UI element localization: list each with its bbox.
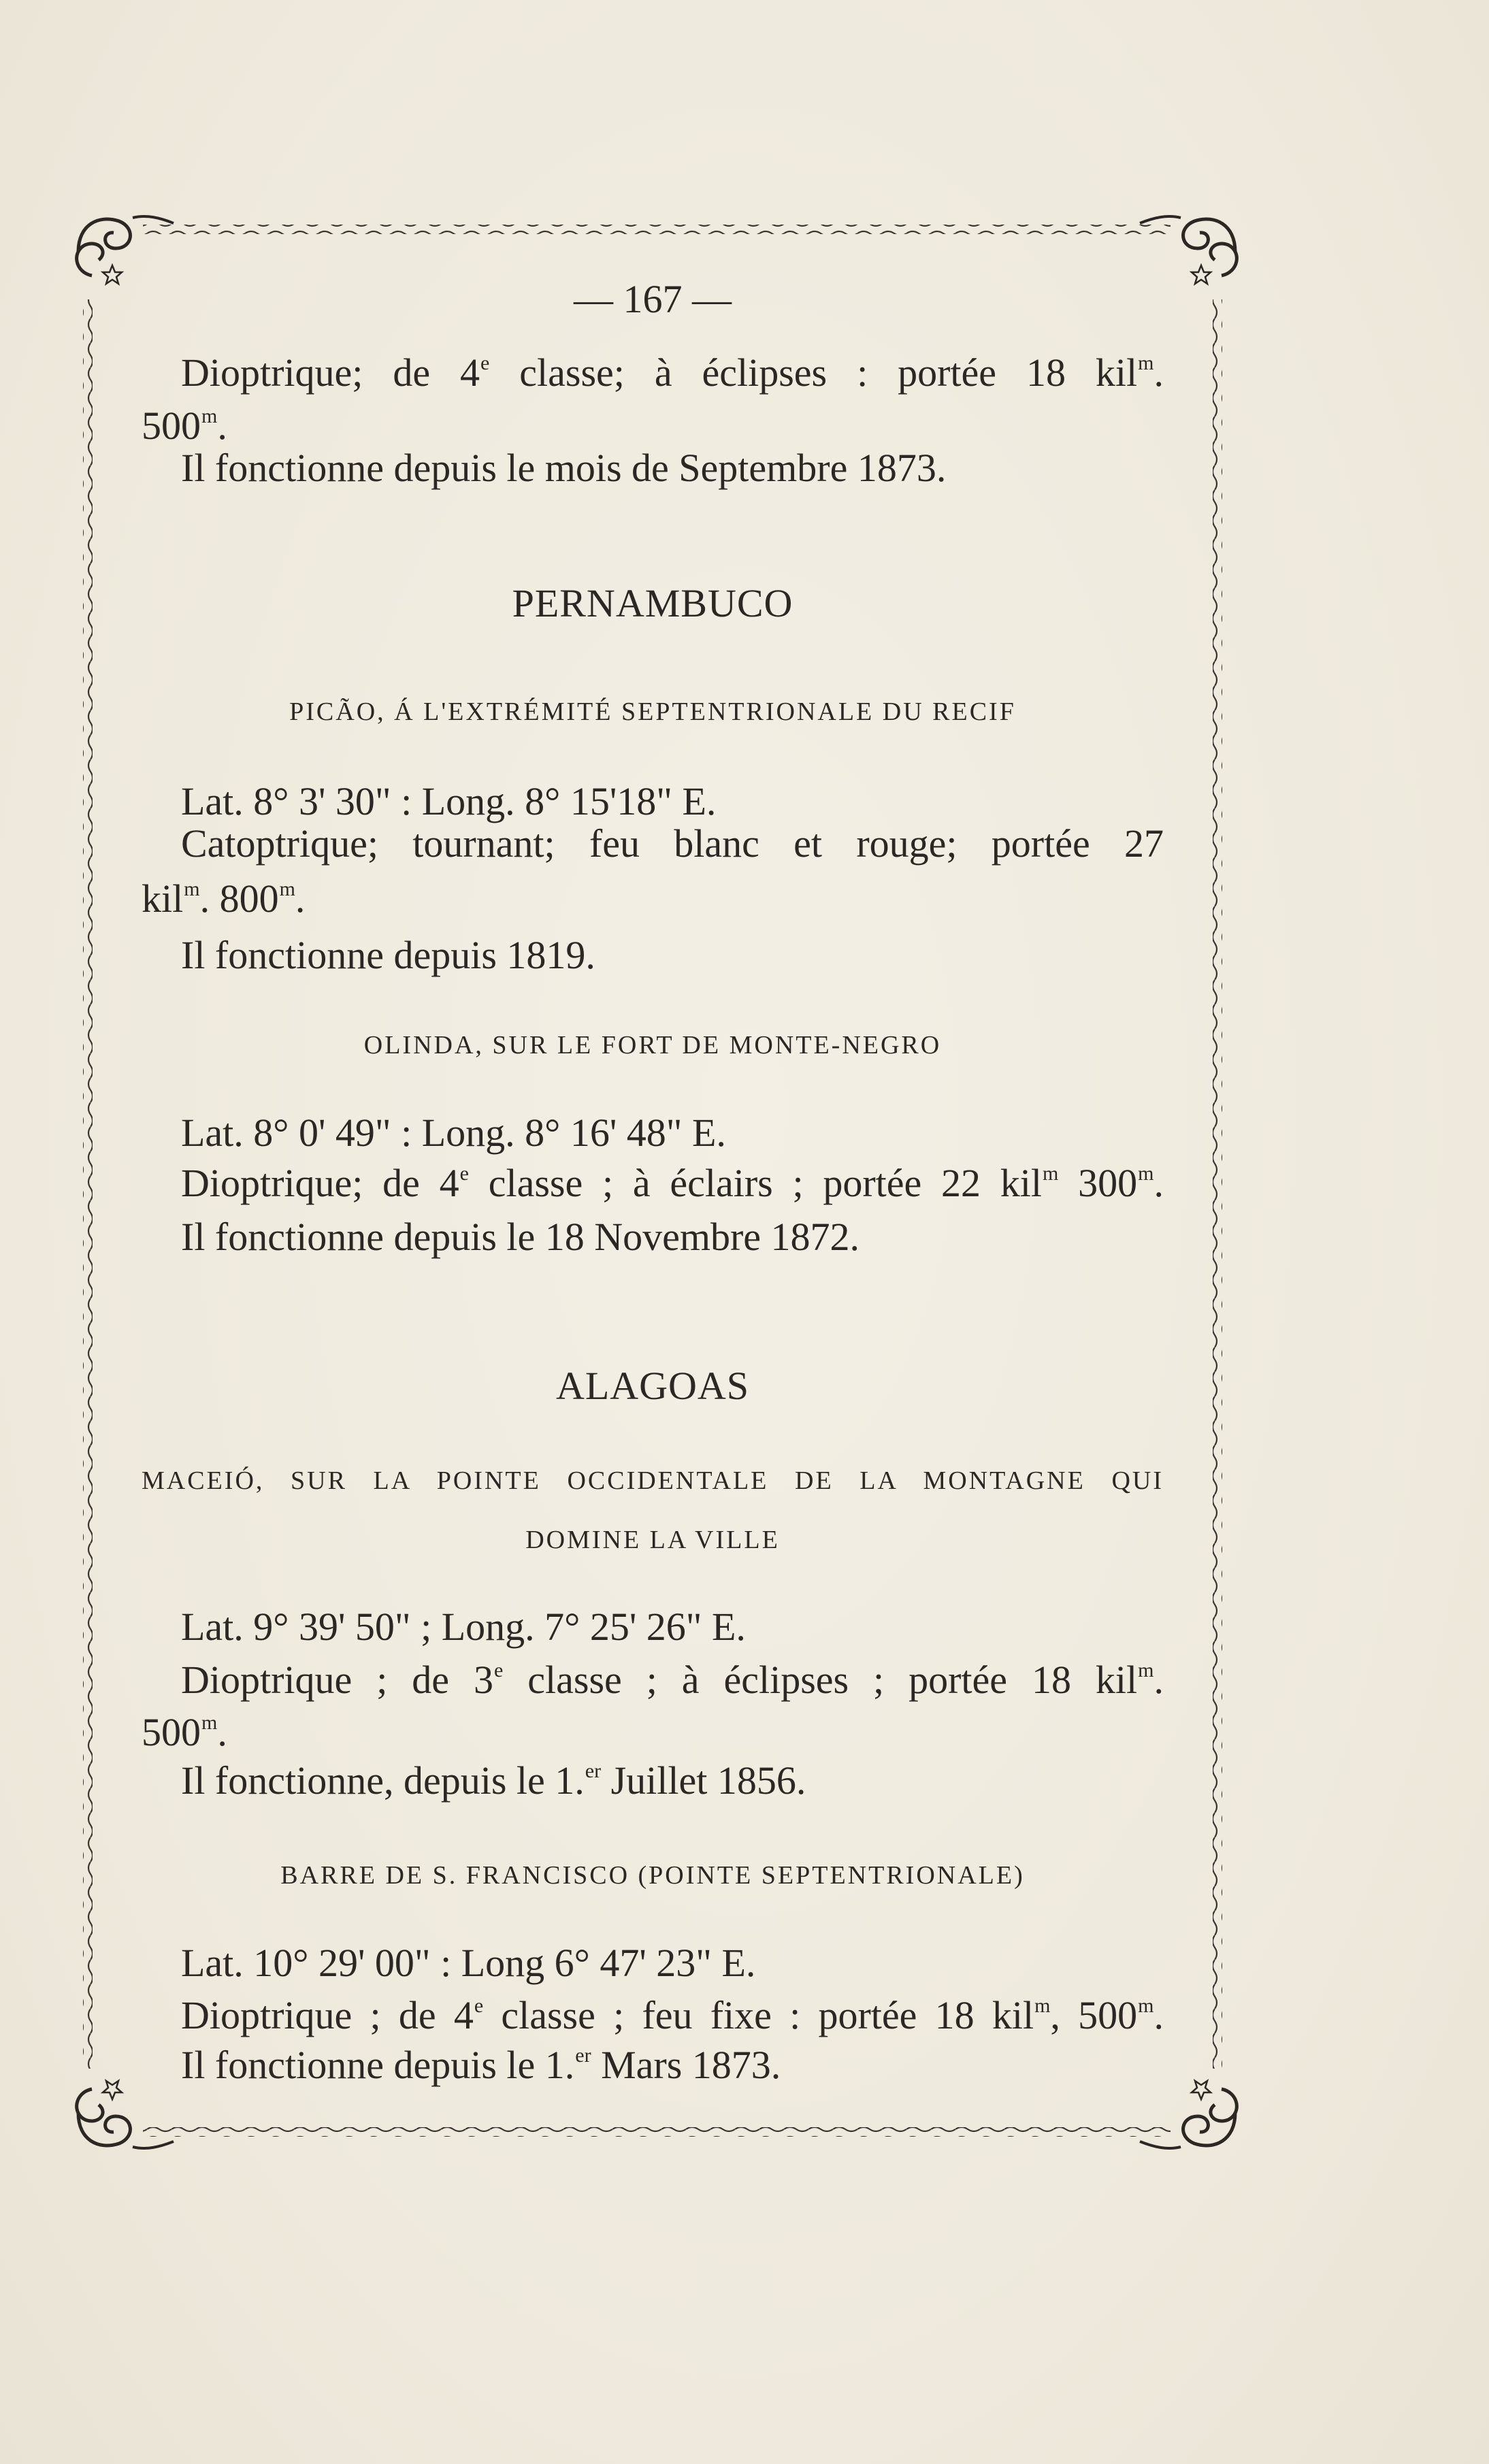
text-line — [181, 778, 716, 825]
superscript: e — [494, 1659, 504, 1681]
text-run: Lat. 8° 0' 49" : Long. 8° 16' 48" E. — [181, 1111, 726, 1155]
text-run: Dioptrique; de 4 — [181, 1161, 459, 1205]
superscript: m — [184, 878, 200, 900]
text-line — [181, 1109, 726, 1157]
text-run: Dioptrique ; de 4 — [181, 1993, 474, 2037]
border-bottom — [143, 2127, 1171, 2137]
location-heading — [142, 688, 1164, 736]
text-run: PICÃO, Á L'EXTRÉMITÉ SEPTENTRIONALE DU RECIF — [289, 697, 1016, 726]
text-line — [181, 2041, 781, 2089]
text-line — [181, 444, 946, 492]
text-run: Lat. 9° 39' 50" ; Long. 7° 25' 26" E. — [181, 1605, 746, 1649]
text-run: . — [295, 876, 306, 921]
text-run: Il fonctionne depuis le 1. — [181, 2043, 575, 2087]
text-run: Lat. 8° 3' 30" : Long. 8° 15'18" E. — [181, 779, 717, 823]
text-run: classe; à éclipses : portée 18 kil — [489, 350, 1138, 395]
superscript: m — [1138, 352, 1154, 374]
border-right — [1213, 299, 1222, 2069]
text-run: Il fonctionne depuis le 18 Novembre 1872. — [181, 1215, 860, 1259]
text-run: — 167 — — [574, 277, 732, 321]
section-heading — [142, 580, 1164, 627]
text-run: Juillet 1856. — [601, 1758, 806, 1803]
text-run: BARRE DE S. FRANCISCO (POINTE SEPTENTRIONALE) — [280, 1861, 1025, 1890]
text-line — [142, 1709, 227, 1756]
text-line — [142, 402, 227, 450]
text-run: . — [1153, 1993, 1164, 2037]
superscript: e — [459, 1162, 469, 1185]
text-line — [181, 932, 595, 979]
text-line — [181, 1603, 746, 1651]
text-run: Mars 1873. — [591, 2043, 781, 2087]
text-run: classe ; à éclairs ; portée 22 kil — [469, 1161, 1043, 1205]
text-run: 500 — [142, 1710, 201, 1754]
text-run: . — [217, 1710, 227, 1754]
text-line — [181, 820, 1164, 868]
text-run: 500 — [142, 404, 201, 448]
superscript: m — [1138, 1659, 1154, 1681]
text-run: MACEIÓ, SUR LA POINTE OCCIDENTALE DE LA MONTAGNE QUI — [142, 1466, 1164, 1495]
text-run: 300 — [1058, 1161, 1138, 1205]
text-run: OLINDA, SUR LE FORT DE MONTE-NEGRO — [363, 1031, 942, 1059]
superscript: m — [279, 878, 295, 900]
text-run: Catoptrique; tournant; feu blanc et rouge; portée 27 — [181, 821, 1164, 866]
text-run: Il fonctionne, depuis le 1. — [181, 1758, 585, 1803]
text-run: . — [1153, 1161, 1164, 1205]
text-line — [181, 1160, 1164, 1207]
section-heading — [142, 1362, 1164, 1410]
page-number — [142, 276, 1164, 323]
text-run: DOMINE LA VILLE — [525, 1526, 780, 1554]
text-run: Dioptrique; de 4 — [181, 350, 480, 395]
text-run: . — [1153, 350, 1164, 395]
text-line — [181, 1213, 860, 1261]
location-heading — [142, 1457, 1164, 1505]
text-run: Il fonctionne depuis le mois de Septembre 1873. — [181, 446, 947, 490]
border-top — [143, 225, 1171, 234]
superscript: e — [474, 1994, 484, 2017]
text-run: Il fonctionne depuis 1819. — [181, 933, 595, 977]
corner-ornament-icon — [1140, 2081, 1237, 2148]
text-run: Lat. 10° 29' 00" : Long 6° 47' 23" E. — [181, 1941, 756, 1985]
text-run: classe ; feu fixe : portée 18 kil — [483, 1993, 1034, 2037]
superscript: m — [1138, 1994, 1154, 2017]
text-line — [181, 349, 1164, 397]
text-run: . — [217, 404, 227, 448]
superscript: m — [1138, 1162, 1154, 1185]
text-run: , 500 — [1050, 1993, 1138, 2037]
border-left — [83, 299, 93, 2069]
text-run: Dioptrique ; de 3 — [181, 1658, 493, 1702]
text-line — [142, 875, 305, 923]
text-line — [181, 1939, 755, 1987]
superscript: m — [1043, 1162, 1059, 1185]
superscript: e — [480, 352, 490, 374]
text-run: kil — [142, 876, 184, 921]
text-run: . 800 — [199, 876, 279, 921]
superscript: er — [585, 1760, 602, 1782]
location-heading — [142, 1516, 1164, 1564]
superscript: m — [201, 1711, 218, 1734]
text-run: PERNAMBUCO — [512, 581, 793, 625]
text-line — [181, 1656, 1164, 1704]
location-heading — [142, 1852, 1164, 1899]
superscript: m — [1034, 1994, 1051, 2017]
corner-ornament-icon — [77, 2081, 174, 2148]
text-line — [181, 1992, 1164, 2039]
text-run: classe ; à éclipses ; portée 18 kil — [503, 1658, 1138, 1702]
text-run: ALAGOAS — [555, 1364, 750, 1408]
superscript: m — [201, 405, 218, 427]
location-heading — [142, 1021, 1164, 1069]
text-run: . — [1153, 1658, 1164, 1702]
superscript: er — [575, 2044, 591, 2067]
text-line — [181, 1757, 806, 1805]
